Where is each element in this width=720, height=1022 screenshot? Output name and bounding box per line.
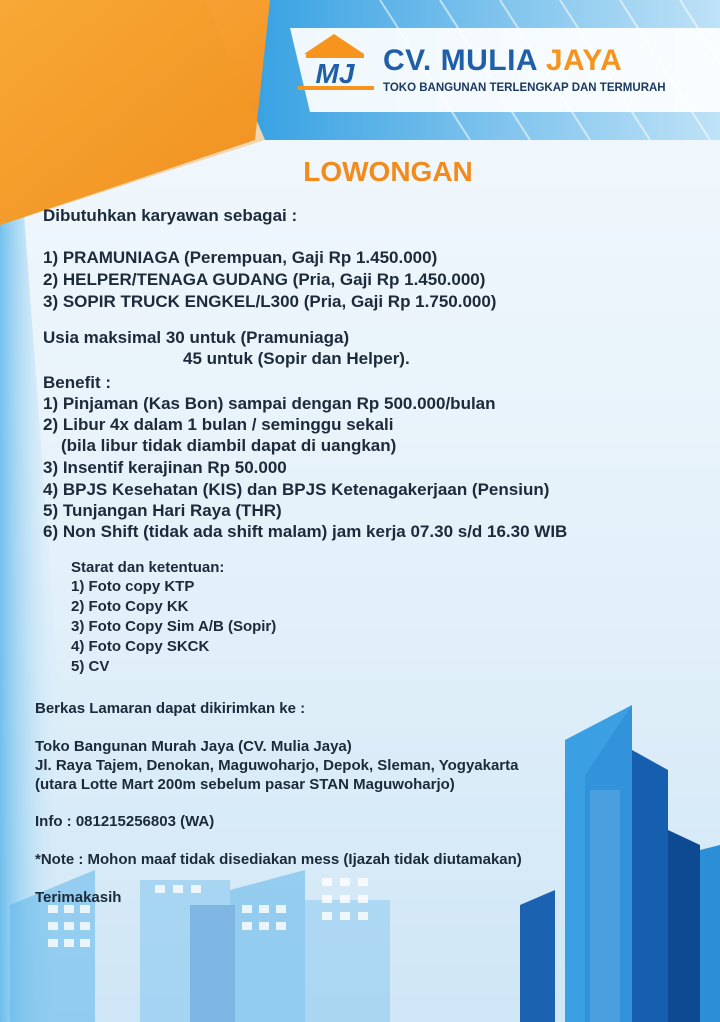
requirement-item: 3) Foto Copy Sim A/B (Sopir) bbox=[71, 618, 277, 635]
address-line: Toko Bangunan Murah Jaya (CV. Mulia Jaya) bbox=[35, 738, 352, 755]
position-item: 3) SOPIR TRUCK ENGKEL/L300 (Pria, Gaji Rp 1.750.000) bbox=[43, 292, 497, 311]
address-line: Jl. Raya Tajem, Denokan, Maguwoharjo, Depok, Sleman, Yogyakarta bbox=[35, 757, 519, 774]
apply-heading: Berkas Lamaran dapat dikirimkan ke : bbox=[35, 700, 306, 717]
company-name-part1: CV. MULIA bbox=[383, 44, 537, 77]
company-name-part2: JAYA bbox=[545, 44, 623, 77]
requirement-item: 1) Foto copy KTP bbox=[71, 578, 195, 595]
benefit-item-note: (bila libur tidak diambil dapat di uangkan) bbox=[61, 436, 397, 455]
house-roof-icon bbox=[304, 34, 364, 54]
benefit-item: 1) Pinjaman (Kas Bon) sampai dengan Rp 500.000/bulan bbox=[43, 394, 496, 413]
address-line: (utara Lotte Mart 200m sebelum pasar STAN Maguwoharjo) bbox=[35, 776, 455, 793]
benefit-item: 2) Libur 4x dalam 1 bulan / seminggu sekali bbox=[43, 415, 394, 434]
age-line-2: 45 untuk (Sopir dan Helper). bbox=[183, 349, 410, 368]
benefit-heading: Benefit : bbox=[43, 373, 111, 392]
requirements-heading: Starat dan ketentuan: bbox=[71, 559, 225, 576]
requirement-item: 4) Foto Copy SKCK bbox=[71, 638, 210, 655]
benefit-item: 3) Insentif kerajinan Rp 50.000 bbox=[43, 458, 287, 477]
intro-text: Dibutuhkan karyawan sebagai : bbox=[43, 206, 298, 225]
page-title: LOWONGAN bbox=[303, 156, 473, 187]
requirement-item: 5) CV bbox=[71, 658, 110, 675]
company-name bbox=[383, 44, 622, 78]
benefit-item: 5) Tunjangan Hari Raya (THR) bbox=[43, 501, 282, 520]
benefit-item: 6) Non Shift (tidak ada shift malam) jam kerja 07.30 s/d 16.30 WIB bbox=[43, 522, 568, 541]
closing-text: Terimakasih bbox=[35, 889, 122, 906]
age-line-1: Usia maksimal 30 untuk (Pramuniaga) bbox=[43, 328, 350, 347]
requirement-item: 2) Foto Copy KK bbox=[71, 598, 189, 615]
note-text: *Note : Mohon maaf tidak disediakan mess (Ijazah tidak diutamakan) bbox=[35, 851, 522, 868]
position-item: 2) HELPER/TENAGA GUDANG (Pria, Gaji Rp 1.450.000) bbox=[43, 270, 486, 289]
benefit-item: 4) BPJS Kesehatan (KIS) dan BPJS Ketenagakerjaan (Pensiun) bbox=[43, 480, 550, 499]
company-tagline: TOKO BANGUNAN TERLENGKAP DAN TERMURAH bbox=[383, 82, 666, 94]
logo-mark: MJ bbox=[315, 58, 355, 89]
contact-info: Info : 081215256803 (WA) bbox=[35, 813, 215, 830]
position-item: 1) PRAMUNIAGA (Perempuan, Gaji Rp 1.450.000) bbox=[43, 248, 438, 267]
